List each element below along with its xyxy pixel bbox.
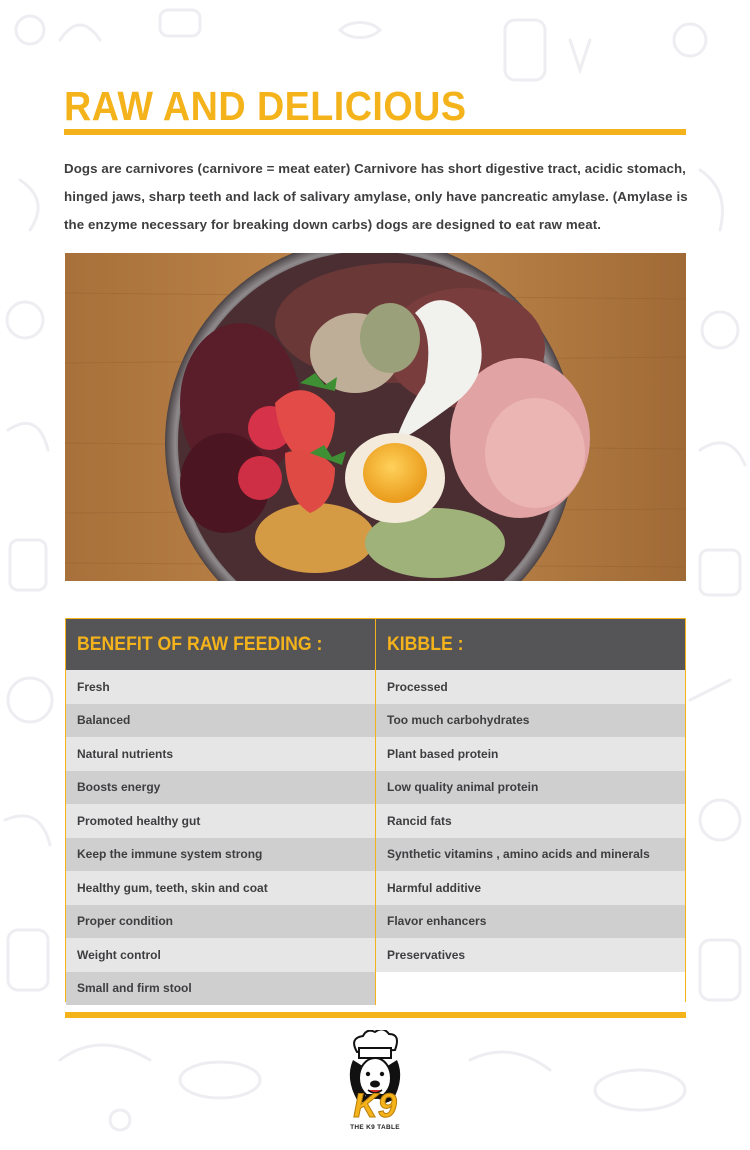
raw-benefit-cell: Healthy gum, teeth, skin and coat [66, 871, 376, 905]
intro-paragraph: Dogs are carnivores (carnivore = meat eater) Carnivore has short digestive tract, acidic stomach, hinged jaws, sharp teeth and lack of salivary amylase, only have pancreatic amylase. (Amylase is the enzyme necessary for breaking down carbs) dogs are designed to eat raw meat. [64, 161, 688, 232]
table-header [66, 619, 685, 670]
raw-benefit-cell: Natural nutrients [66, 737, 376, 771]
table-row [66, 670, 685, 704]
kibble-cell: Synthetic vitamins , amino acids and minerals [387, 847, 650, 862]
raw-benefit-cell: Keep the immune system strong [66, 838, 376, 872]
kibble-cell: Too much carbohydrates [387, 713, 530, 728]
table-row [66, 838, 685, 872]
kibble-cell: Harmful additive [387, 880, 482, 895]
kibble-cell: Flavor enhancers [387, 914, 487, 929]
kibble-cell: Plant based protein [387, 746, 499, 761]
raw-benefit-cell: Boosts energy [66, 771, 376, 805]
table-row [66, 871, 685, 905]
raw-food-bowl-image [65, 253, 686, 581]
bottom-divider [65, 1012, 686, 1018]
table-row [66, 905, 685, 939]
table-row [66, 771, 685, 805]
raw-benefit-cell: Weight control [66, 938, 376, 972]
kibble-cell: Processed [387, 679, 448, 694]
page-title: RAW AND DELICIOUS [64, 83, 467, 129]
logo-mark: K9 [353, 1087, 397, 1125]
raw-benefit-cell: Promoted healthy gut [66, 804, 376, 838]
kibble-cell [376, 972, 685, 1006]
table-row [66, 704, 685, 738]
raw-benefit-cell: Balanced [66, 704, 376, 738]
kibble-header: KIBBLE : [387, 633, 464, 655]
table-row [66, 804, 685, 838]
table-row [66, 972, 685, 1006]
table-row [66, 938, 685, 972]
kibble-cell: Preservatives [387, 947, 466, 962]
raw-feeding-header: BENEFIT OF RAW FEEDING : [66, 619, 376, 670]
kibble-cell: Rancid fats [387, 813, 452, 828]
logo-caption: THE K9 TABLE [350, 1124, 400, 1131]
table-row [66, 737, 685, 771]
raw-benefit-cell: Proper condition [66, 905, 376, 939]
comparison-table [65, 618, 686, 1002]
kibble-cell: Low quality animal protein [387, 780, 539, 795]
raw-benefit-cell: Fresh [66, 670, 376, 704]
raw-benefit-cell: Small and firm stool [66, 972, 376, 1006]
title-underline [64, 129, 686, 135]
